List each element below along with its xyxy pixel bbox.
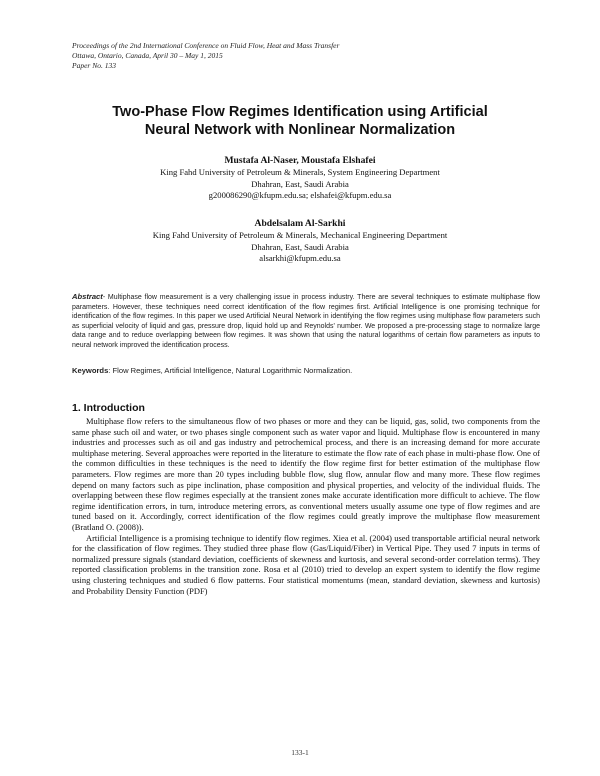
paper-number: Paper No. 133 — [72, 61, 116, 70]
author-block-2 — [60, 217, 540, 265]
author-names: Abdelsalam Al-Sarkhi — [254, 218, 346, 229]
conference-location-line: Ottawa, Ontario, Canada, April 30 – May 1, 2015 — [72, 51, 223, 60]
author-affiliation: King Fahd University of Petroleum & Minerals, Mechanical Engineering Department — [152, 230, 448, 240]
abstract — [72, 292, 540, 351]
title-line-1: Two-Phase Flow Regimes Identification using Artificial — [112, 104, 488, 120]
title-line-2: Neural Network with Nonlinear Normalization — [144, 122, 456, 138]
paper-title — [60, 103, 540, 139]
keywords-text: : Flow Regimes, Artificial Intelligence, Natural Logarithmic Normalization. — [108, 366, 353, 375]
author-affiliation: King Fahd University of Petroleum & Minerals, System Engineering Department — [160, 167, 440, 177]
body-text — [72, 416, 540, 596]
abstract-label: Abstract — [72, 292, 103, 301]
body-paragraph-1: Multiphase flow refers to the simultaneous flow of two phases or more and they can be liquid, gas, solid, two components from the same phase such oil and water, or two phases single component such as water vapor and liquid. Multiphase flow is encountered in many industries and processes such as oil and gas industry and petrochemical process, and there is an increasing demand for more accurate multiphase metering. Several approaches were reported in the literature to estimate the flow rate of each phase in multi-phase flow. One of the common difficulties in these techniques is the need to identify the flow regime first for better estimation of the multiphase flow parameters. Flow regimes are more than 20 types including bubble flow, slug flow, annular flow and many more. These flow regimes depend on many factors such as pipe inclination, phase composition and physical properties, and velocity of the individual fluids. The overlapping between these flow regimes especially at the transient zones make accurate identification more difficult to achieve. The flow regime identification errors, in turn, introduce metering errors, as conventional meters usually assume one type of flow regimes and are tuned based on it. Accordingly, correct identification of the flow regimes could greatly improve the multiphase flow measurement (Bratland O. (2008)). — [72, 416, 540, 532]
author-location: Dhahran, East, Saudi Arabia — [251, 178, 349, 189]
proceedings-line: Proceedings of the 2nd International Conference on Fluid Flow, Heat and Mass Transfer — [72, 41, 340, 50]
body-paragraph-2: Artificial Intelligence is a promising technique to identify flow regimes. Xiea et al. (2004) used transportable artificial neural network for the classification of flow regimes. They studied three phase flow (Gas/Liquid/Fiber) in Vertical Pipe. They used 7 inputs in terms of normalized pressure signals (standard deviation, coefficients of skewness and kurtosis, and several second-order correlation terms). They reported classification problems in the transition zone. Rosa et al (2010) tried to develop an expert system to identify the flow regime using clustering techniques and studied 6 flow patterns. Four statistical momentums (mean, standard deviation, skewness and kurtosis) and Probability Density Function (PDF) — [72, 532, 540, 596]
author-names: Mustafa Al-Naser, Moustafa Elshafei — [224, 155, 376, 166]
keywords-label: Keywords — [72, 366, 109, 375]
author-location: Dhahran, East, Saudi Arabia — [251, 241, 349, 252]
author-emails: alsarkhi@kfupm.edu.sa — [259, 253, 341, 263]
keywords — [72, 366, 540, 376]
page-number: 133-1 — [291, 748, 309, 757]
author-block-1 — [60, 154, 540, 202]
abstract-text: - Multiphase flow measurement is a very challenging issue in process industry. There are several techniques to estimate multiphase flow parameters. However, these techniques need correct identification of the flow regimes first. Artificial Intelligence is one promising technique for identification of the flow regimes. In this paper we used Artificial Neural Network in identifying the flow regimes using multiphase flow parameters such as superficial velocity of liquid and gas, pressure drop, liquid hold up and Reynolds' number. We proposed a pre-processing stage to normalize large data range and to reduce overlapping between flow regimes. It was shown that using the natural logarithms of certain flow parameters as inputs to neural network improved the identification process. — [72, 294, 540, 349]
proceedings-header — [72, 41, 542, 71]
author-emails: g200086290@kfupm.edu.sa; elshafei@kfupm.edu.sa — [208, 190, 392, 200]
section-heading: 1. Introduction — [72, 402, 145, 414]
